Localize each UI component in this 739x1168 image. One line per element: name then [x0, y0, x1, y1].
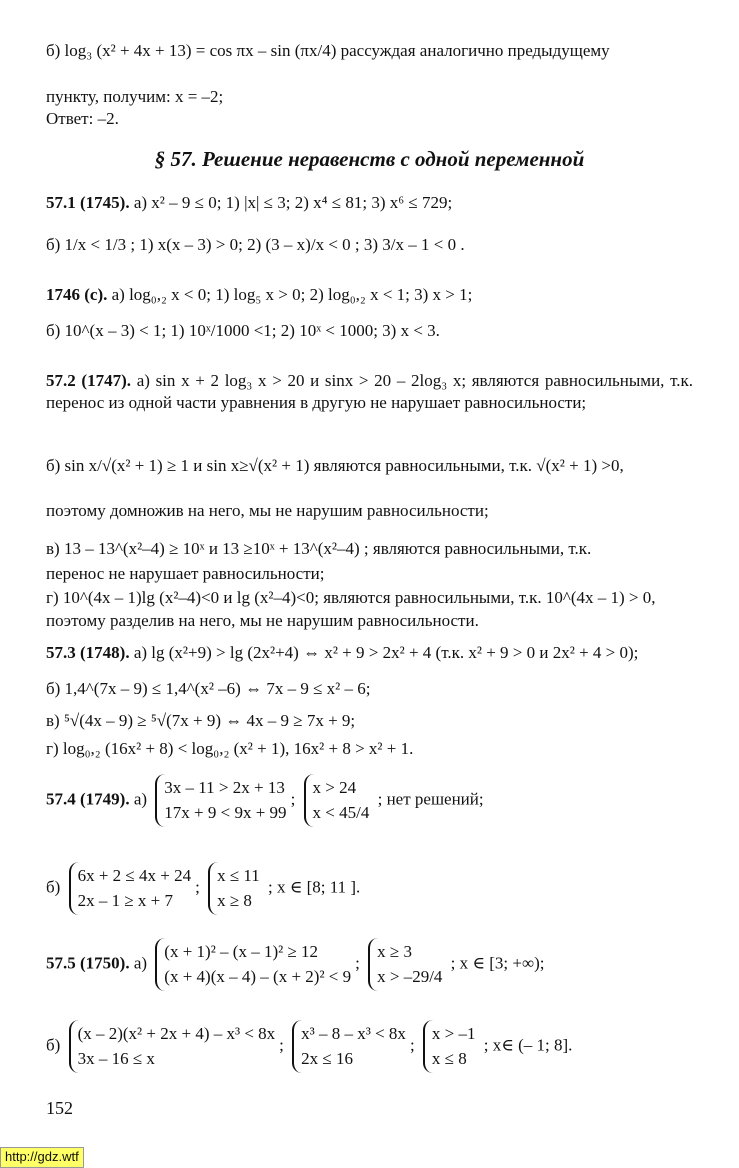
equation-system [69, 1020, 276, 1073]
system-row: x ≤ 8 [431, 1048, 467, 1068]
text-line: пункту, получим: x = –2; [46, 87, 224, 106]
page-number: 152 [46, 1098, 73, 1118]
problem-label: 57.1 (1745). [46, 193, 130, 212]
system-row: (x + 1)² – (x – 1)² ≥ 12 [164, 942, 319, 961]
text-line: поэтому домножив на него, мы не нарушим равносильности; [46, 501, 489, 520]
problem-label: 1746 (с). [46, 285, 108, 304]
text: ; нет решений; [377, 789, 484, 809]
problem-1746-a [46, 284, 693, 306]
system-row: x > –29/4 [377, 966, 443, 986]
text: ; x ∈ [3; +∞); [450, 953, 545, 973]
system-row: (x + 4)(x – 4) – (x + 2)² < 9 [164, 966, 352, 986]
text-line: перенос не нарушает равносильности; [46, 564, 325, 583]
equation-system [368, 938, 442, 991]
problem-57-5-b: б) (x – 2)(x² + 2x + 4) – x³ < 8x 3x – 16 ≤ x ; x³ – 8 – x³ < 8x 2x ≤ 16 ; x > –1 x ≤ 8 ; x∈ (– 1; 8]. [46, 1020, 693, 1073]
text: а) lg (x²+9) > lg (2x²+4) ⇔ x² + 9 > 2x² + 4 (т.к. x² + 9 > 0 и 2x² + 4 > 0); [133, 643, 639, 662]
section-heading: § 57. Решение неравенств с одной переменной [154, 147, 585, 171]
system-row: 3x – 11 > 2x + 13 [164, 778, 285, 797]
system-row: x ≥ 3 [377, 942, 412, 961]
problem-57-1-a [46, 192, 693, 214]
text: а) sin x + 2 log₃ x > 20 и sinx > 20 – 2log₃ x; являются равносильными, т.к. перенос из одной части уравнения в другую не нарушает равносильности; [46, 371, 694, 413]
system-row: 2x ≤ 16 [301, 1048, 353, 1068]
problem-57-2-a [46, 370, 693, 414]
system-row: x ≤ 11 [217, 866, 260, 885]
text: а) [133, 953, 148, 973]
text: а) [133, 789, 148, 809]
problem-57-4-b: б) 6x + 2 ≤ 4x + 24 2x – 1 ≥ x + 7 ; x ≤ 11 x ≥ 8 ; x ∈ [8; 11 ]. [46, 862, 693, 915]
equation-system [155, 938, 351, 991]
equation-system [155, 774, 286, 827]
system-row: (x – 2)(x² + 2x + 4) – x³ < 8x [77, 1024, 276, 1043]
system-row: x ≥ 8 [217, 890, 252, 910]
problem-label: 57.3 (1748). [46, 643, 130, 662]
equation-system [423, 1020, 476, 1073]
text-line: Ответ: –2. [46, 109, 119, 128]
text: ; x∈ (– 1; 8]. [483, 1035, 573, 1055]
system-row: x > 24 [312, 778, 357, 797]
system-row: 3x – 16 ≤ x [77, 1048, 155, 1068]
problem-57-2-d: г) 10^(4x – 1)lg (x²–4)<0 и lg (x²–4)<0; являются равносильными, т.к. 10^(4x – 1) > 0, [46, 588, 656, 607]
system-row: 2x – 1 ≥ x + 7 [77, 890, 173, 910]
problem-57-2-c: в) 13 – 13^(x²–4) ≥ 10ˣ и 13 ≥10ˣ + 13^(x²–4) ; являются равносильными, т.к. [46, 539, 592, 558]
problem-57-1-b: б) 1/x < 1/3 ; 1) x(x – 3) > 0; 2) (3 – x)/x < 0 ; 3) 3/x – 1 < 0 . [46, 235, 465, 254]
text: а) log₀,₂ x < 0; 1) log₅ x > 0; 2) log₀,₂ x < 1; 3) x > 1; [111, 285, 473, 304]
text-line: б) log₃ (x² + 4x + 13) = cos πx – sin (πx/4) рассуждая аналогично предыдущему [46, 41, 610, 60]
problem-label: 57.4 (1749). [46, 789, 130, 809]
problem-57-4-a: 57.4 (1749). а) 3x – 11 > 2x + 13 17x + 9 < 9x + 99 ; x > 24 x < 45/4 ; нет решений; [46, 774, 693, 827]
problem-57-5-a: 57.5 (1750). а) (x + 1)² – (x – 1)² ≥ 12 (x + 4)(x – 4) – (x + 2)² < 9 ; x ≥ 3 x > –29/4 ; x ∈ [3; +∞); [46, 938, 693, 991]
problem-label: 57.5 (1750). [46, 953, 130, 973]
system-row: x < 45/4 [312, 802, 370, 822]
equation-system [69, 862, 192, 915]
equation-system [304, 774, 370, 827]
problem-57-3-a [46, 642, 693, 664]
text: б) [46, 1035, 61, 1055]
problem-label: 57.2 (1747). [46, 371, 131, 390]
problem-1746-b: б) 10^(x – 3) < 1; 1) 10ˣ/1000 <1; 2) 10ˣ < 1000; 3) x < 3. [46, 321, 440, 340]
source-link[interactable]: http://gdz.wtf [0, 1147, 84, 1168]
system-row: x > –1 [431, 1024, 476, 1043]
problem-57-3-b: б) 1,4^(7x – 9) ≤ 1,4^(x² –6) ⇔ 7x – 9 ≤ x² – 6; [46, 679, 371, 698]
problem-57-2-b: б) sin x/√(x² + 1) ≥ 1 и sin x≥√(x² + 1) являются равносильными, т.к. √(x² + 1) >0, [46, 456, 624, 475]
problem-57-3-d: г) log₀,₂ (16x² + 8) < log₀,₂ (x² + 1), 16x² + 8 > x² + 1. [46, 739, 414, 758]
text-line: поэтому разделив на него, мы не нарушим равносильности. [46, 611, 479, 630]
system-row: x³ – 8 – x³ < 8x [301, 1024, 406, 1043]
system-row: 17x + 9 < 9x + 99 [164, 802, 287, 822]
equation-system [292, 1020, 406, 1073]
text: ; x ∈ [8; 11 ]. [268, 877, 361, 897]
problem-57-3-c: в) ⁵√(4x – 9) ≥ ⁵√(7x + 9) ⇔ 4x – 9 ≥ 7x + 9; [46, 711, 356, 730]
equation-system [208, 862, 260, 915]
text: б) [46, 877, 61, 897]
text: а) x² – 9 ≤ 0; 1) |x| ≤ 3; 2) x⁴ ≤ 81; 3) x⁶ ≤ 729; [133, 193, 453, 212]
system-row: 6x + 2 ≤ 4x + 24 [77, 866, 192, 885]
